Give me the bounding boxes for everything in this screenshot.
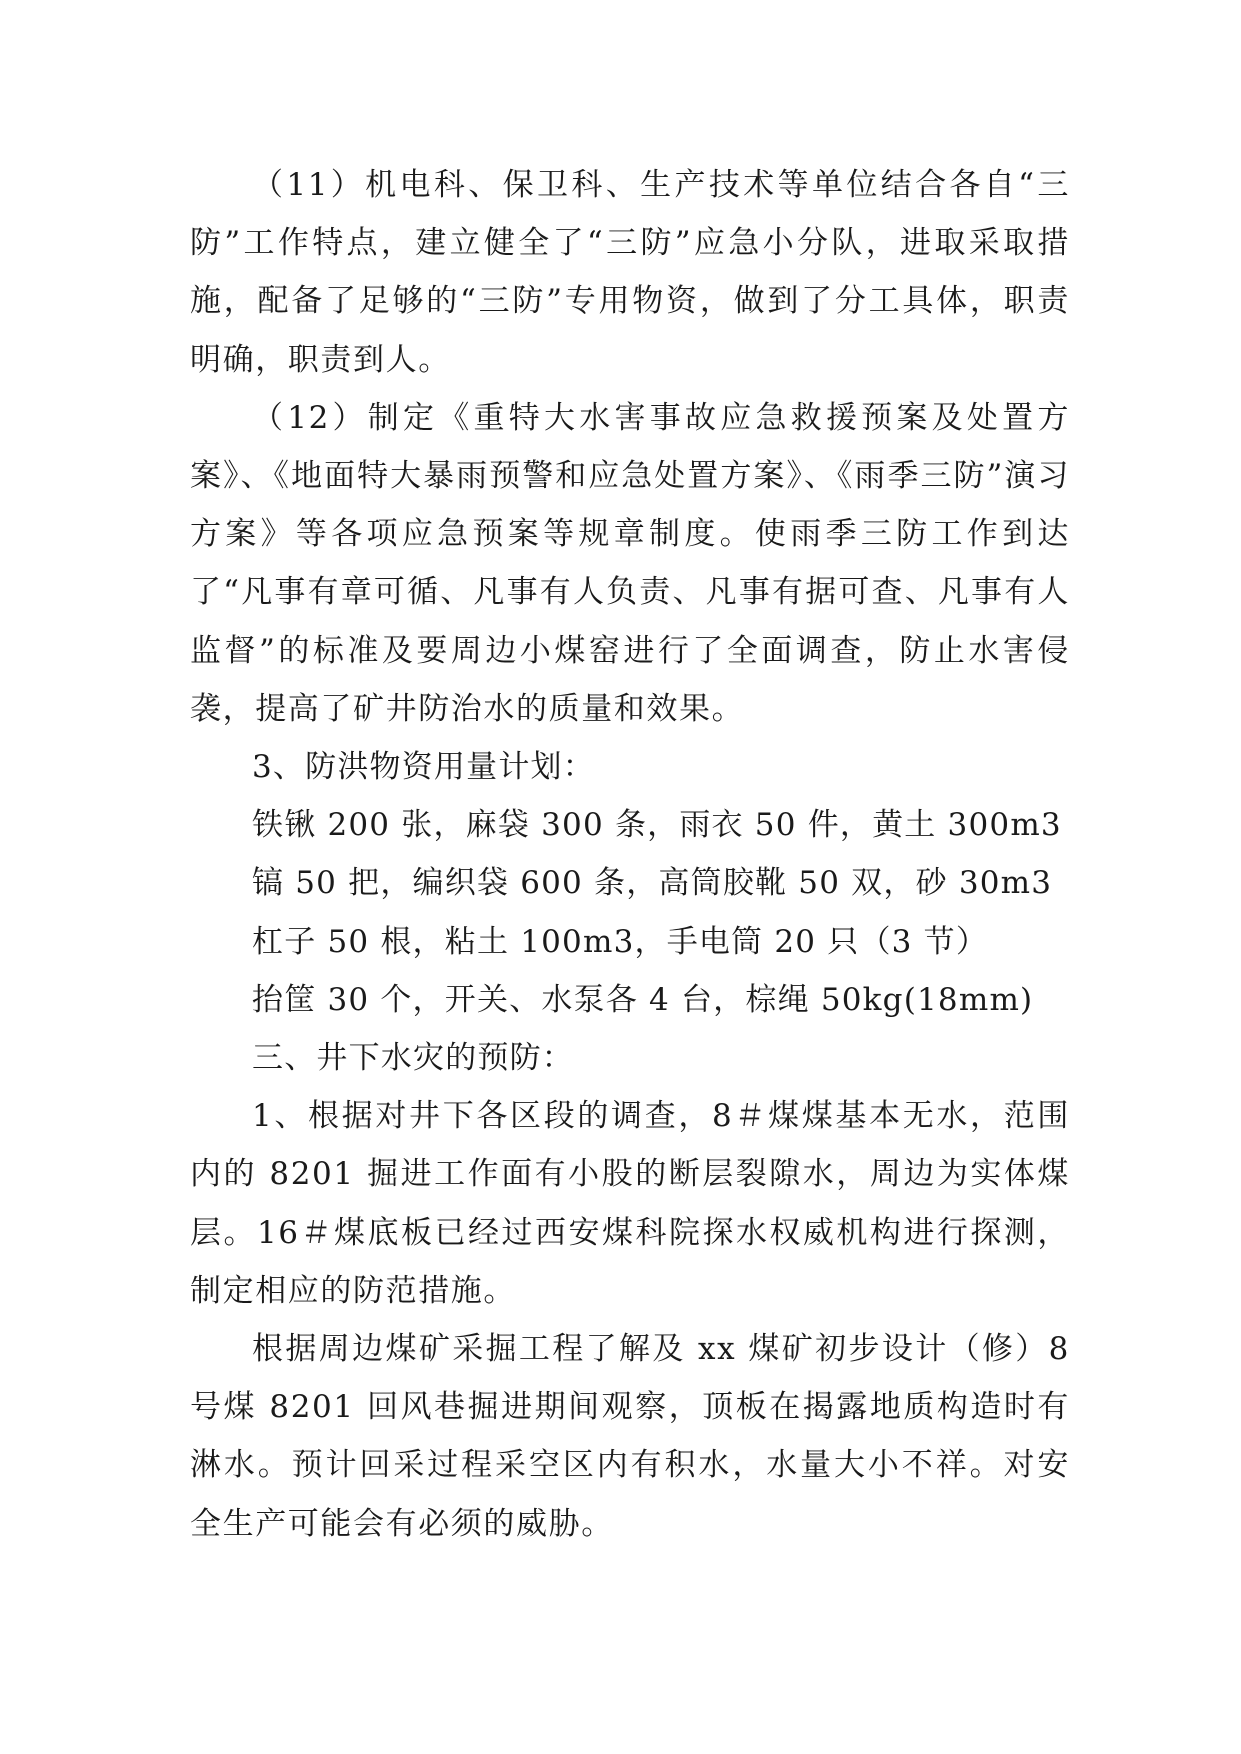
materials-line-2: 镐 50 把，编织袋 600 条，高筒胶靴 50 双，砂 30m3 bbox=[252, 865, 1053, 902]
document-body bbox=[190, 156, 1070, 1553]
section-three-heading: 三、井下水灾的预防： bbox=[252, 1040, 574, 1077]
materials-line-3: 杠子 50 根，粘土 100m3，手电筒 20 只（3 节） bbox=[252, 923, 989, 960]
materials-line-4: 抬筐 30 个，开关、水泵各 4 台，棕绳 50kg(18mm) bbox=[252, 981, 1034, 1018]
section-3-heading: 3、防洪物资用量计划： bbox=[252, 749, 595, 786]
paragraph-item-11: （11）机电科、保卫科、生产技术等单位结合各自“三防”工作特点，建立健全了“三防”应急小分队，进取采取措施，配备了足够的“三防”专用物资，做到了分工具体，职责明确，职责到人。 bbox=[190, 167, 1070, 378]
paragraph-underground-2: 根据周边煤矿采掘工程了解及 xx 煤矿初步设计（修）8 号煤 8201 回风巷掘进期间观察，顶板在揭露地质构造时有淋水。预计回采过程采空区内有积水，水量大小不祥。对安全生产可能会有必须的威胁。 bbox=[190, 1331, 1070, 1542]
paragraph-item-12: （12）制定《重特大水害事故应急救援预案及处置方案》、《地面特大暴雨预警和应急处置方案》、《雨季三防”演习方案》等各项应急预案等规章制度。使雨季三防工作到达了“凡事有章可循、凡事有人负责、凡事有据可查、凡事有人监督”的标准及要周边小煤窑进行了全面调查，防止水害侵袭，提高了矿井防治水的质量和效果。 bbox=[190, 399, 1070, 727]
paragraph-underground-1: 1、根据对井下各区段的调查，8＃煤煤基本无水，范围内的 8201 掘进工作面有小股的断层裂隙水，周边为实体煤层。16＃煤底板已经过西安煤科院探水权威机构进行探测，制定相应的防范措施。 bbox=[190, 1098, 1070, 1309]
materials-line-1: 铁锹 200 张，麻袋 300 条，雨衣 50 件，黄土 300m3 bbox=[252, 807, 1062, 844]
